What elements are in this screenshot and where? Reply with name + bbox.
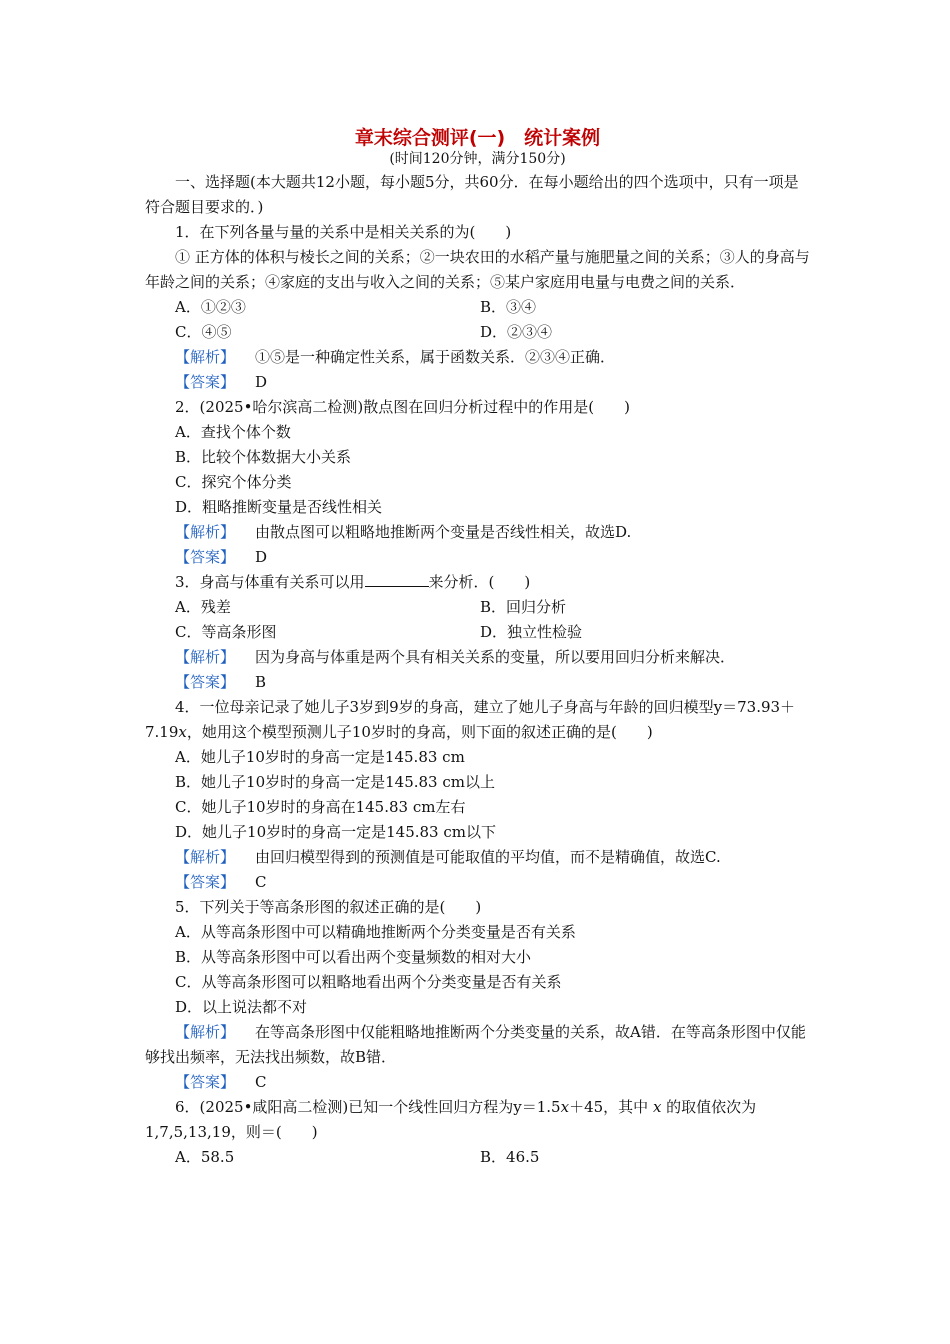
analysis-label: 【解析】 bbox=[175, 848, 236, 866]
q6-options-ab bbox=[145, 1145, 810, 1170]
q6-option-b: B．46.5 bbox=[480, 1148, 540, 1166]
q2-analysis-text: 由散点图可以粗略地推断两个变量是否线性相关，故选D. bbox=[255, 523, 632, 541]
analysis-label: 【解析】 bbox=[175, 523, 236, 541]
q1-options-cd bbox=[145, 320, 810, 345]
q5-option-c: C．从等高条形图可以粗略地看出两个分类变量是否有关系 bbox=[175, 973, 562, 991]
q4-option-a: A．她儿子10岁时的身高一定是145.83 cm bbox=[175, 748, 465, 766]
q6-stem-part1: 6．(2025•咸阳高二检测)已知一个线性回归方程为y＝1.5 bbox=[175, 1098, 561, 1116]
q1-body: ① 正方体的体积与棱长之间的关系；②一块农田的水稻产量与施肥量之间的关系；③人的身高与年龄之间的关系；④家庭的支出与收入之间的关系；⑤某户家庭用电量与电费之间的关系． bbox=[145, 248, 810, 291]
q3-options-cd bbox=[145, 620, 810, 645]
q4-option-d: D．她儿子10岁时的身高一定是145.83 cm以下 bbox=[175, 823, 496, 841]
q3-option-d: D．独立性检验 bbox=[480, 623, 583, 641]
q2-option-a: A．查找个体个数 bbox=[175, 423, 291, 441]
q5-answer-text: C bbox=[255, 1073, 267, 1091]
q4-analysis bbox=[145, 845, 810, 870]
q6-variable-x: x bbox=[652, 1098, 662, 1116]
q1-stem: 1．在下列各量与量的关系中是相关关系的为( ) bbox=[175, 223, 512, 241]
q1-option-a: A．①②③ bbox=[175, 298, 246, 316]
q1-analysis bbox=[145, 345, 810, 370]
q5-option-d: D．以上说法都不对 bbox=[175, 998, 308, 1016]
q6-variable-x: x bbox=[560, 1098, 570, 1116]
q2-analysis bbox=[145, 520, 810, 545]
q3-analysis-text: 因为身高与体重是两个具有相关关系的变量，所以要用回归分析来解决． bbox=[255, 648, 736, 666]
q2-answer bbox=[145, 545, 810, 570]
answer-label: 【答案】 bbox=[175, 873, 236, 891]
q5-answer bbox=[145, 1070, 810, 1095]
fill-blank bbox=[365, 571, 429, 587]
analysis-label: 【解析】 bbox=[175, 648, 236, 666]
q3-analysis bbox=[145, 645, 810, 670]
q4-analysis-text: 由回归模型得到的预测值是可能取值的平均值，而不是精确值，故选C. bbox=[255, 848, 721, 866]
q3-stem-part2: 来分析．( ) bbox=[428, 573, 531, 591]
q4-stem-part1: 4．一位母亲记录了她儿子3岁到9岁的身高，建立了她儿子身高与年龄的回归模型y＝73.93＋7.19 bbox=[145, 698, 796, 741]
q6-stem bbox=[145, 1095, 810, 1145]
q6-stem-part2: ＋45，其中 bbox=[569, 1098, 653, 1116]
q5-analysis-text: 在等高条形图中仅能粗略地推断两个分类变量的关系，故A错．在等高条形图中仅能够找出频率，无法找出频数，故B错． bbox=[145, 1023, 806, 1066]
q1-option-d: D．②③④ bbox=[480, 323, 553, 341]
q3-option-c: C．等高条形图 bbox=[175, 623, 277, 641]
q6-option-a: A．58.5 bbox=[175, 1148, 235, 1166]
answer-label: 【答案】 bbox=[175, 548, 236, 566]
page-subtitle: (时间120分钟，满分150分) bbox=[389, 151, 566, 167]
q4-answer bbox=[145, 870, 810, 895]
q3-option-a: A．残差 bbox=[175, 598, 231, 616]
q2-option-d: D．粗略推断变量是否线性相关 bbox=[175, 498, 383, 516]
q1-option-c: C．④⑤ bbox=[175, 323, 232, 341]
answer-label: 【答案】 bbox=[175, 673, 236, 691]
page-title: 章末综合测评(一) 统计案例 bbox=[354, 127, 601, 149]
q4-stem-part2: ，她用这个模型预测儿子10岁时的身高，则下面的叙述正确的是( ) bbox=[186, 723, 653, 741]
q2-stem: 2．(2025•哈尔滨高二检测)散点图在回归分析过程中的作用是( ) bbox=[175, 398, 630, 416]
q1-answer-text: D bbox=[255, 373, 268, 391]
q4-option-b: B．她儿子10岁时的身高一定是145.83 cm以上 bbox=[175, 773, 495, 791]
q3-answer-text: B bbox=[255, 673, 267, 691]
answer-label: 【答案】 bbox=[175, 1073, 236, 1091]
q3-answer bbox=[145, 670, 810, 695]
q5-analysis bbox=[145, 1020, 810, 1070]
q3-stem bbox=[145, 570, 810, 595]
q3-stem-part1: 3．身高与体重有关系可以用 bbox=[175, 573, 365, 591]
q4-variable-x: x bbox=[178, 723, 187, 741]
q2-answer-text: D bbox=[255, 548, 268, 566]
q1-option-b: B．③④ bbox=[480, 298, 537, 316]
q4-option-c: C．她儿子10岁时的身高在145.83 cm左右 bbox=[175, 798, 466, 816]
q1-options-ab bbox=[145, 295, 810, 320]
q5-option-b: B．从等高条形图中可以看出两个变量频数的相对大小 bbox=[175, 948, 532, 966]
q4-stem bbox=[145, 695, 810, 745]
q6-stem-part3: 的取值依次为1,7,5,13,19，则＝( ) bbox=[145, 1098, 757, 1141]
analysis-label: 【解析】 bbox=[175, 348, 236, 366]
q5-option-a: A．从等高条形图中可以精确地推断两个分类变量是否有关系 bbox=[175, 923, 576, 941]
section-intro: 一、选择题(本大题共12小题，每小题5分，共60分．在每小题给出的四个选项中，只有一项是符合题目要求的．) bbox=[145, 173, 799, 216]
q4-answer-text: C bbox=[255, 873, 267, 891]
q3-option-b: B．回归分析 bbox=[480, 598, 567, 616]
q1-answer bbox=[145, 370, 810, 395]
q2-option-c: C．探究个体分类 bbox=[175, 473, 292, 491]
q1-analysis-text: ①⑤是一种确定性关系，属于函数关系．②③④正确． bbox=[255, 348, 616, 366]
answer-label: 【答案】 bbox=[175, 373, 236, 391]
q5-stem: 5．下列关于等高条形图的叙述正确的是( ) bbox=[175, 898, 482, 916]
q2-option-b: B．比较个体数据大小关系 bbox=[175, 448, 352, 466]
q3-options-ab bbox=[145, 595, 810, 620]
analysis-label: 【解析】 bbox=[175, 1023, 236, 1041]
document-content bbox=[145, 118, 810, 1170]
